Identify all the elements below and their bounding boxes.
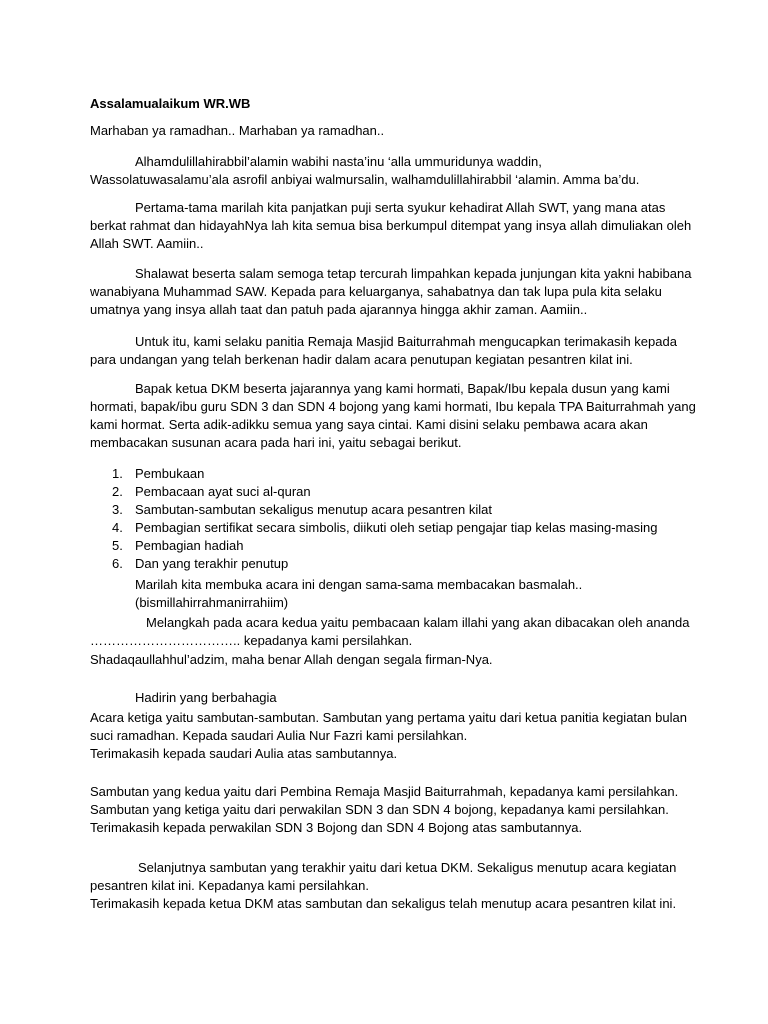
list-item (90, 465, 657, 483)
paragraph-line: Sambutan yang kedua yaitu dari Pembina Remaja Masjid Baiturrahmah, kepadanya kami persilahkan. (90, 784, 679, 799)
paragraph-line: Untuk itu, kami selaku panitia Remaja Masjid Baiturrahmah mengucapkan terimakasih kepada (135, 334, 677, 349)
paragraph-line: …………………………….. kepadanya kami persilahkan. (90, 633, 413, 648)
list-item (90, 519, 657, 537)
paragraph-line: berkat rahmat dan hidayahNya lah kita semua bisa berkumpul ditempat yang insya allah dimuliakan oleh (90, 218, 692, 233)
paragraph-line: suci ramadhan. Kepada saudari Aulia Nur Fazri kami persilahkan. (90, 728, 468, 743)
paragraph-line: umatnya yang insya allah taat dan patuh pada ajarannya hingga akhir zaman. Aamiin.. (90, 302, 588, 317)
paragraph-line: Pertama-tama marilah kita panjatkan puji serta syukur kehadirat Allah SWT, yang mana atas (135, 200, 666, 215)
paragraph-line: Allah SWT. Aamiin.. (90, 236, 204, 251)
list-text: Sambutan-sambutan sekaligus menutup acara pesantren kilat (135, 502, 492, 517)
paragraph-line: pesantren kilat ini. Kepadanya kami persilahkan. (90, 878, 369, 893)
paragraph-line: Terimakasih kepada perwakilan SDN 3 Bojong dan SDN 4 Bojong atas sambutannya. (90, 820, 583, 835)
marhaban-line: Marhaban ya ramadhan.. Marhaban ya ramadhan.. (90, 123, 385, 138)
list-number: 4. (112, 520, 123, 535)
paragraph-line: hormati, bapak/ibu guru SDN 3 dan SDN 4 bojong yang kami hormati, Ibu kepala TPA Baiturrahmah yang (90, 399, 696, 414)
list-item (90, 501, 657, 519)
list-item (90, 537, 657, 555)
paragraph-greeting-guests (90, 380, 696, 452)
list-number: 2. (112, 484, 123, 499)
paragraph-line: para undangan yang telah berkenan hadir dalam acara penutupan kegiatan pesantren kilat ini. (90, 352, 633, 367)
paragraph-line: Marilah kita membuka acara ini dengan sama-sama membacakan basmalah.. (135, 577, 583, 592)
paragraph-line: Selanjutnya sambutan yang terakhir yaitu dari ketua DKM. Sekaligus menutup acara kegiatan (138, 860, 677, 875)
list-text: Pembukaan (135, 466, 205, 481)
paragraph-line: Sambutan yang ketiga yaitu dari perwakilan SDN 3 dan SDN 4 bojong, kepadanya kami persilahkan. (90, 802, 669, 817)
paragraph-alhamdulillah (90, 153, 690, 189)
paragraph-line: Terimakasih kepada ketua DKM atas sambutan dan sekaligus telah menutup acara pesantren kilat ini. (90, 896, 677, 911)
paragraph-line: membacakan susunan acara pada hari ini, yaitu sebagai berikut. (90, 435, 462, 450)
hadirin-line: Hadirin yang berbahagia (135, 690, 277, 705)
list-text: Pembagian hadiah (135, 538, 244, 553)
paragraph-thanks (90, 333, 690, 369)
paragraph-closing (90, 859, 690, 913)
shadaqa-line: Shadaqaullahhul’adzim, maha benar Allah dengan segala firman-Nya. (90, 652, 493, 667)
quran-reading-instruction (90, 614, 690, 650)
list-text: Pembagian sertifikat secara simbolis, diikuti oleh setiap pengajar tiap kelas masing-masing (135, 520, 658, 535)
paragraph-line: kami hormat. Serta adik-adikku semua yang saya cintai. Kami disini selaku pembawa acara akan (90, 417, 648, 432)
paragraph-line: Bapak ketua DKM beserta jajarannya yang kami hormati, Bapak/Ibu kepala dusun yang kami (135, 381, 670, 396)
list-number: 3. (112, 502, 123, 517)
opening-instruction (90, 576, 690, 612)
paragraph-opening-praise (90, 199, 690, 253)
paragraph-line: wanabiyana Muhammad SAW. Kepada para keluarganya, sahabatnya dan tak lupa pula kita selaku (90, 284, 662, 299)
paragraph-line: Terimakasih kepada saudari Aulia atas sambutannya. (90, 746, 398, 761)
paragraph-line: Shalawat beserta salam semoga tetap tercurah limpahkan kepada junjungan kita yakni habibana (135, 266, 692, 281)
list-number: 6. (112, 556, 123, 571)
list-number: 1. (112, 466, 123, 481)
paragraph-line: (bismillahirrahmanirrahiim) (135, 595, 289, 610)
paragraph-speech-first (90, 709, 690, 763)
greeting-heading: Assalamualaikum WR.WB (90, 96, 251, 111)
paragraph-line: Acara ketiga yaitu sambutan-sambutan. Sambutan yang pertama yaitu dari ketua panitia kegiatan bulan (90, 710, 687, 725)
paragraph-shalawat (90, 265, 690, 319)
list-item (90, 555, 657, 573)
list-item (90, 483, 657, 501)
paragraph-line: Alhamdulillahirabbil’alamin wabihi nasta’inu ‘alla ummuridunya waddin, (135, 154, 542, 169)
paragraph-speech-second-third (90, 783, 690, 837)
list-text: Dan yang terakhir penutup (135, 556, 289, 571)
list-number: 5. (112, 538, 123, 553)
list-text: Pembacaan ayat suci al-quran (135, 484, 311, 499)
paragraph-line: Melangkah pada acara kedua yaitu pembacaan kalam illahi yang akan dibacakan oleh ananda (146, 615, 690, 630)
paragraph-line: Wassolatuwasalamu’ala asrofil anbiyai walmursalin, walhamdulillahirabbil ‘alamin. Amma ba’du. (90, 172, 640, 187)
agenda-list (90, 465, 657, 573)
